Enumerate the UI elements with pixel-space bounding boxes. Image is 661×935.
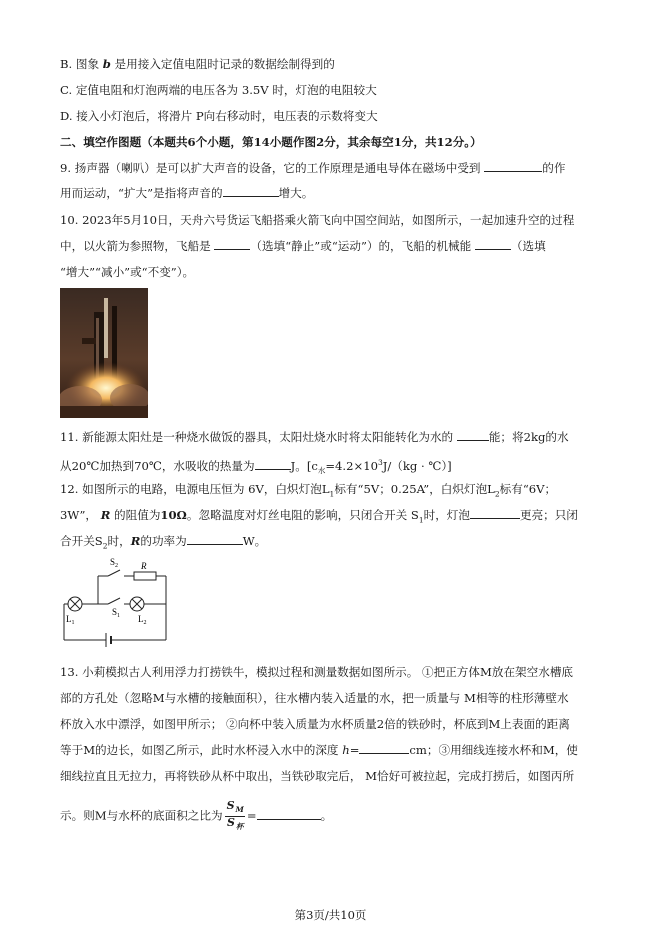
area-ratio-fraction: $\frac{S_M}{S_杯}$ bbox=[226, 799, 244, 832]
q9-line2: 用而运动，“扩大”是指将声音的 增大。 bbox=[60, 186, 314, 200]
q12-line3: 合开关$S_2$时，R的功率为 W。 bbox=[60, 534, 267, 551]
circuit-diagram bbox=[58, 552, 178, 652]
option-c: C. 定值电阻和灯泡两端的电压各为 3.5V 时，灯泡的电阻较大 bbox=[60, 83, 377, 97]
q9-line1: 9. 扬声器（喇叭）是可以扩大声音的设备，它的工作原理是通电导体在磁场中受到 的作 bbox=[60, 161, 566, 175]
label-r: R bbox=[141, 561, 147, 571]
q10-line2: 中，以火箭为参照物，飞船是 （选填“静止”或“运动”）的，飞船的机械能 （选填 bbox=[60, 239, 546, 253]
rocket-launch-photo bbox=[60, 288, 148, 418]
q12-line2: 3W”， R 的阻值为10Ω。忽略温度对灯丝电阻的影响，只闭合开关 $S_1$时，灯泡 更亮；只闭 bbox=[60, 508, 578, 525]
q13-blank1[interactable] bbox=[359, 742, 409, 754]
q11-blank1[interactable] bbox=[457, 429, 489, 441]
q11-line1: 11. 新能源太阳灶是一种烧水做饭的器具，太阳灶烧水时将太阳能转化为水的 能；将2kg的水 bbox=[60, 430, 569, 444]
q12-blank1[interactable] bbox=[470, 507, 520, 519]
q11-blank2[interactable] bbox=[255, 458, 291, 470]
q10-blank2[interactable] bbox=[475, 238, 511, 250]
label-l2: $L_2$ bbox=[138, 614, 147, 626]
q10-line3: “增大”“减小”或“不变”）。 bbox=[60, 265, 195, 279]
q10-blank1[interactable] bbox=[214, 238, 250, 250]
q11-line2: 从20℃加热到70℃，水吸收的热量为 J。[$c_水=4.2\times 10^3J/(kg$ · ℃）] bbox=[60, 458, 452, 476]
option-b: B. 图象 b 是用接入定值电阻时记录的数据绘制得到的 bbox=[60, 57, 335, 71]
q13-blank2[interactable] bbox=[257, 808, 321, 820]
q9-blank2[interactable] bbox=[223, 185, 279, 197]
q13-line1: 13. 小莉模拟古人利用浮力打捞铁牛，模拟过程和测量数据如图所示。 ①把正方体M放在架空水槽底 bbox=[60, 665, 574, 679]
q13-line5: 细线拉直且无拉力，再将铁砂从杯中取出，当铁砂取完后， M恰好可被拉起，完成打捞后，如图丙所 bbox=[60, 769, 575, 783]
q13-line6: 示。则M与水杯的底面积之比为 $\frac{S_M}{S_杯}$ = 。 bbox=[60, 799, 333, 832]
q13-line2: 部的方孔处（忽略M与水槽的接触面积），往水槽内装入适量的水，把一质量与 M相等的柱形薄壁水 bbox=[60, 691, 569, 705]
option-d: D. 接入小灯泡后，将滑片 P向右移动时，电压表的示数将变大 bbox=[60, 109, 378, 123]
q12-line1: 12. 如图所示的电路，电源电压恒为 6V，白炽灯泡$L_1$标有“5V；0.25A”，白炽灯泡$L_2$标有“6V； bbox=[60, 482, 557, 499]
q9-blank1[interactable] bbox=[484, 160, 542, 172]
label-s1: $S_1$ bbox=[112, 607, 121, 619]
q12-blank2[interactable] bbox=[187, 533, 243, 545]
q13-line4: 等于M的边长，如图乙所示，此时水杯浸入水中的深度 h= cm；③用细线连接水杯和M，使 bbox=[60, 743, 578, 757]
label-s2: $S_2$ bbox=[110, 557, 119, 569]
section-heading: 二、填空作图题（本题共6个小题，第14小题作图2分，其余每空1分，共12分。） bbox=[60, 135, 482, 149]
label-l1: $L_1$ bbox=[66, 614, 75, 626]
q10-line1: 10. 2023年5月10日，天舟六号货运飞船搭乘火箭飞向中国空间站，如图所示，一起加速升空的过程 bbox=[60, 213, 575, 227]
q13-line3: 杯放入水中漂浮，如图甲所示； ②向杯中装入质量为水杯质量2倍的铁砂时，杯底到M上表面的距离 bbox=[60, 717, 570, 731]
page-footer: 第3页/共10页 bbox=[294, 908, 367, 922]
